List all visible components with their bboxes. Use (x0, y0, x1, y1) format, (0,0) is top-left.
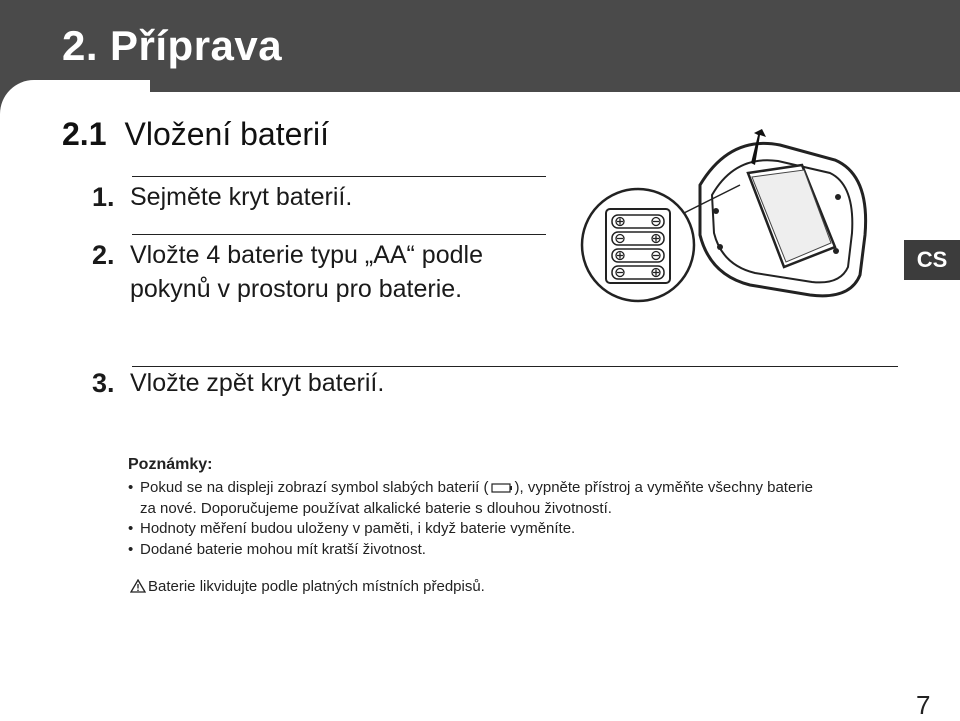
step-3 (92, 366, 550, 401)
step-number: 3. (92, 368, 115, 398)
step-divider (132, 176, 546, 177)
step-number: 1. (92, 182, 115, 212)
warning-text: Baterie likvidujte podle platných místních předpisů. (148, 578, 485, 595)
battery-low-icon (491, 483, 513, 493)
page-number: 7 (916, 690, 931, 720)
battery-compartment-illustration (580, 125, 890, 325)
warning-triangle-icon (130, 579, 146, 593)
note-text: Dodané baterie mohou mít kratší životnost. (140, 541, 426, 558)
warning-note (130, 578, 485, 595)
note-item (128, 478, 888, 498)
step-2 (92, 238, 550, 306)
note-text: Hodnoty měření budou uloženy v paměti, i když baterie vyměníte. (140, 520, 576, 537)
section-number: 2.1 (62, 116, 107, 152)
page-title (62, 22, 282, 70)
note-continuation: za nové. Doporučujeme používat alkalické baterie s dlouhou životností. (140, 500, 612, 517)
step-divider (132, 234, 546, 235)
step-text: Sejměte kryt baterií. (130, 183, 353, 211)
section-title (62, 116, 329, 153)
chapter-number: 2. (62, 22, 99, 69)
step-text: Vložte 4 baterie typu „AA“ podle pokynů v prostoru pro baterie. (130, 241, 483, 303)
step-text: Vložte zpět kryt baterií. (130, 369, 385, 397)
note-item (128, 540, 888, 560)
step-number: 2. (92, 240, 115, 270)
language-badge: CS (904, 240, 960, 280)
header-tab-shape (0, 80, 150, 114)
section-title-text: Vložení baterií (124, 116, 330, 152)
chapter-title: Příprava (110, 22, 283, 69)
note-text: Pokud se na displeji zobrazí symbol slabých baterií ( (140, 479, 489, 496)
step-1 (92, 180, 550, 215)
note-item (128, 519, 888, 539)
notes-section (128, 456, 888, 561)
note-text: ), vypněte přístroj a vyměňte všechny baterie (514, 479, 813, 496)
notes-title: Poznámky: (128, 456, 213, 473)
